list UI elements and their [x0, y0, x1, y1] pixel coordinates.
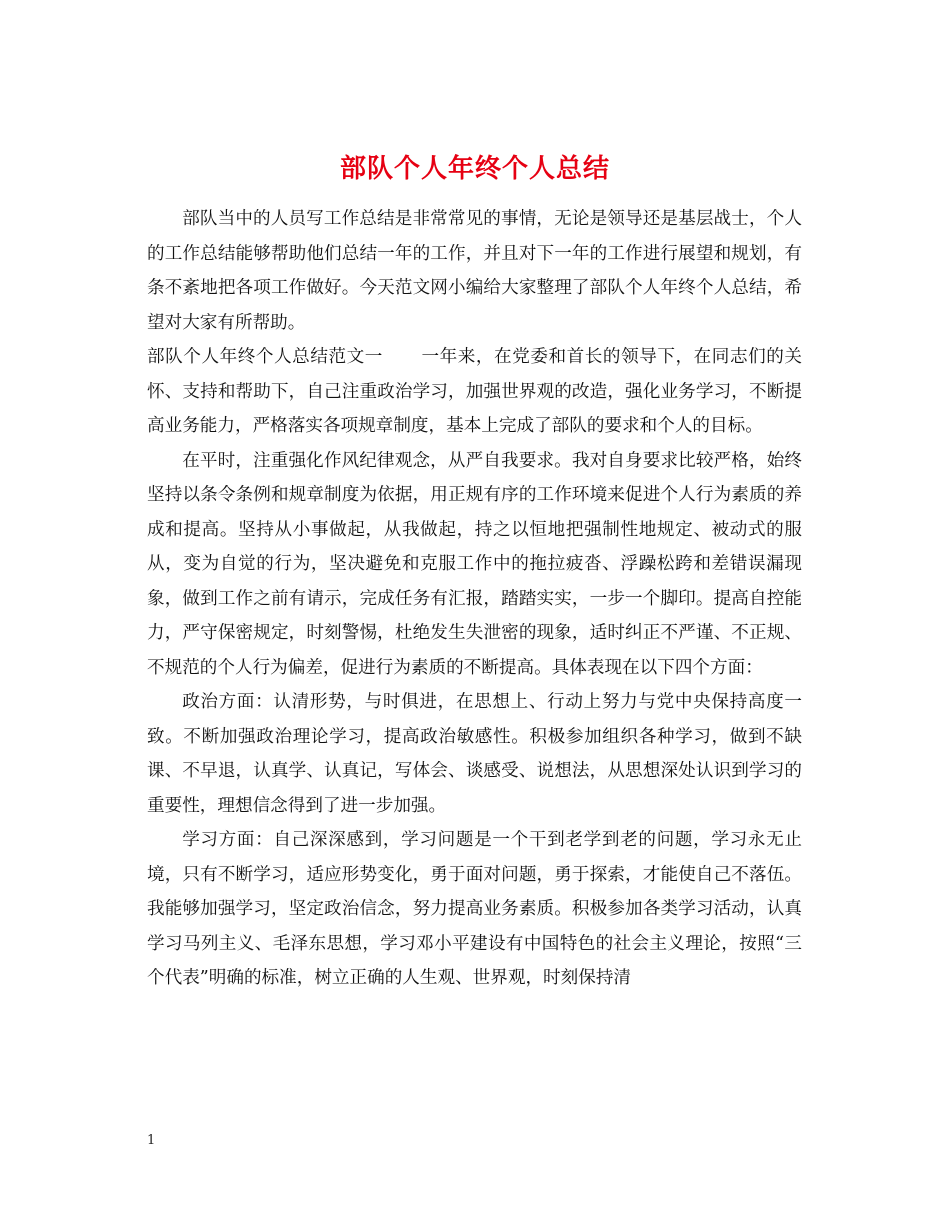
study-paragraph: 学习方面：自己深深感到，学习问题是一个干到老学到老的问题，学习永无止境，只有不断学习，适应形势变化，勇于面对问题，勇于探索，才能使自己不落伍。我能够加强学习，坚定政治信念，努力提高业务素质。积极参加各类学习活动，认真学习马列主义、毛泽东思想，学习邓小平建设有中国特色的社会主义理论，按照“三个代表”明确的标准，树立正确的人生观、世界观，时刻保持清: [147, 830, 802, 988]
document-body: [147, 202, 802, 996]
page-number: 1: [147, 1133, 156, 1148]
sample-paragraph: [147, 340, 802, 444]
sample-opening: 一年来，在党委和首长的领导下，在同志们的关怀、支持和帮助下，自己注重政治学习，加强世界观的改造，强化业务学习，不断提高业务能力，严格落实各项规章制度，基本上完成了部队的要求和个人的目标。: [147, 347, 802, 436]
document-title: 部队个人年终个人总结: [339, 154, 610, 185]
conduct-paragraph: 在平时，注重强化作风纪律观念，从严自我要求。我对自身要求比较严格，始终坚持以条令条例和规章制度为依据，用正规有序的工作环境来促进个人行为素质的养成和提高。坚持从小事做起，从我做起，持之以恒地把强制性地规定、被动式的服从，变为自觉的行为，坚决避免和克服工作中的拖拉疲沓、浮躁松跨和差错误漏现象，做到工作之前有请示，完成任务有汇报，踏踏实实，一步一个脚印。提高自控能力，严守保密规定，时刻警惕，杜绝发生失泄密的现象，适时纠正不严谨、不正规、不规范的个人行为偏差，促进行为素质的不断提高。具体表现在以下四个方面：: [147, 450, 802, 678]
politics-paragraph: 政治方面：认清形势，与时俱进，在思想上、行动上努力与党中央保持高度一致。不断加强政治理论学习，提高政治敏感性。积极参加组织各种学习，做到不缺课、不早退，认真学、认真记，写体会、谈感受、说想法，从思想深处认识到学习的重要性，理想信念得到了进一步加强。: [147, 692, 802, 816]
sample-heading: 部队个人年终个人总结范文一: [147, 347, 383, 367]
intro-paragraph: 部队当中的人员写工作总结是非常常见的事情，无论是领导还是基层战士，个人的工作总结能够帮助他们总结一年的工作，并且对下一年的工作进行展望和规划，有条不紊地把各项工作做好。今天范文网小编给大家整理了部队个人年终个人总结，希望对大家有所帮助。: [147, 209, 802, 333]
